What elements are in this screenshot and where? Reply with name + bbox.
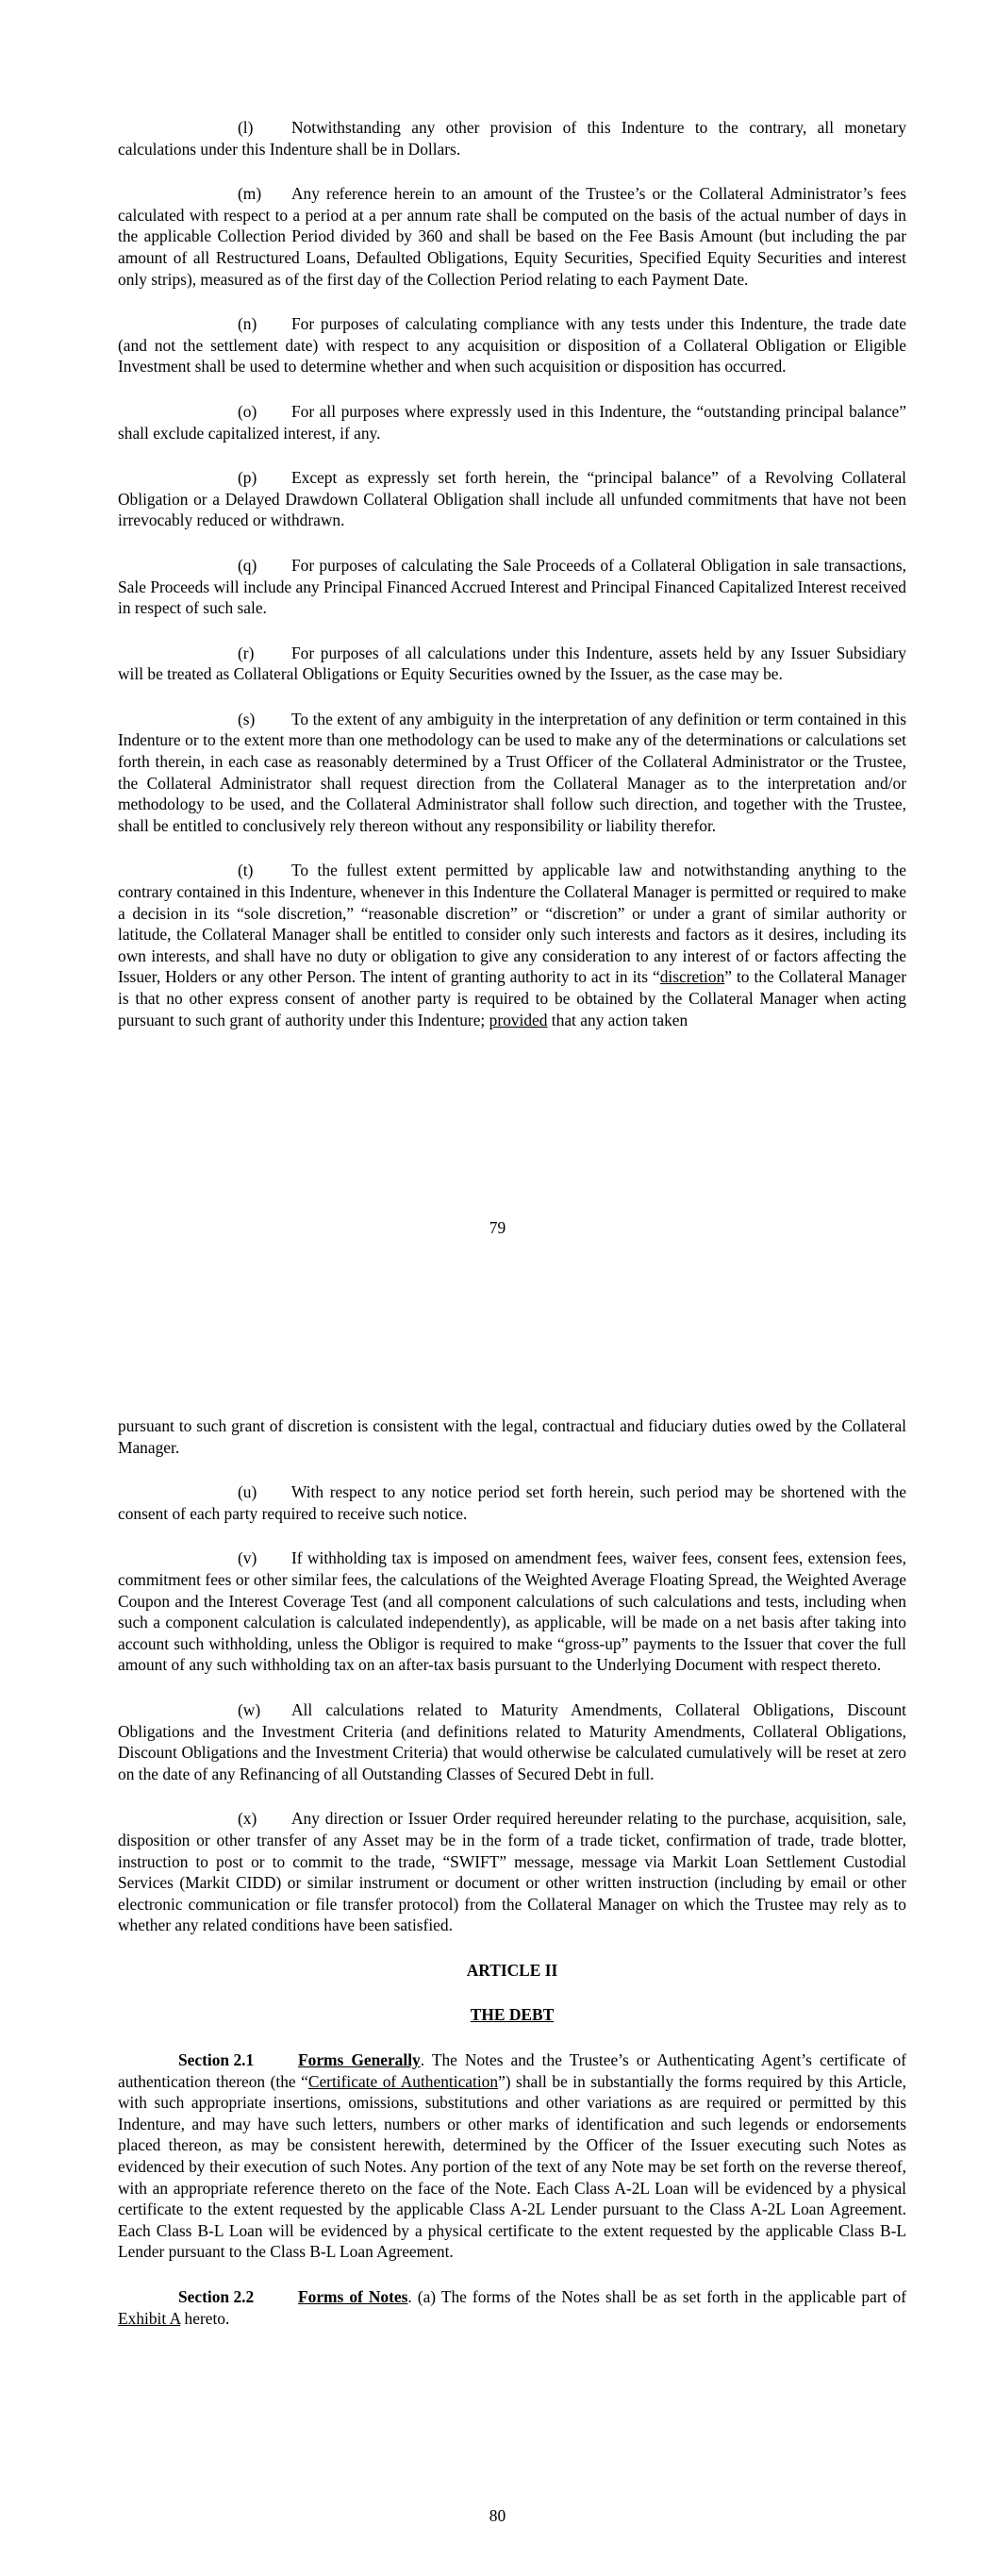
paragraph-n (118, 313, 906, 377)
paragraph-o (118, 401, 906, 443)
page-80 (0, 1288, 995, 2576)
paragraph-t-continuation: pursuant to such grant of discretion is consistent with the legal, contractual and fiduciary duties owed by the Collateral Manager. (118, 1416, 906, 1457)
provided-term: provided (489, 1010, 548, 1029)
paragraph-label: (q) (238, 555, 257, 575)
paragraph-text: Any direction or Issuer Order required hereunder relating to the purchase, acquisition, sale, disposition or other transfer of any Asset may be in the form of a trade ticket, confirmation of trade, trade blotter, instruction to post or to commit to the trade, “SWIFT” message, message via Markit Loan Settlement Custodial Services (Markit CIDD) or similar instrument or document or other written instruction (including by email or other electronic communication or file transfer protocol) from the Collateral Manager on which the Trustee may rely as to whether any related conditions have been satisfied. (118, 1809, 906, 1935)
paragraph-x (118, 1808, 906, 1936)
section-label: Section 2.2 (178, 2287, 255, 2306)
section-title: Forms Generally (298, 2050, 421, 2070)
exhibit-reference: Exhibit A (118, 2308, 181, 2328)
paragraph-u (118, 1481, 906, 1524)
paragraph-label: (l) (238, 118, 254, 137)
paragraph-label: (n) (238, 314, 257, 334)
paragraph-text: Except as expressly set forth herein, the “principal balance” of a Revolving Collateral Obligation or a Delayed Drawdown Collateral Obligation shall include all unfunded commitments that have not been irrevocably reduced or withdrawn. (118, 468, 906, 530)
page-number: 79 (489, 1218, 506, 1237)
section-title: Forms of Notes (298, 2287, 408, 2306)
paragraph-label: (v) (238, 1548, 257, 1568)
page-number: 80 (489, 2506, 506, 2525)
paragraph-t (118, 860, 906, 1030)
paragraph-l (118, 117, 906, 159)
paragraph-label: (s) (238, 709, 256, 728)
section-2-2 (118, 2286, 906, 2329)
paragraph-text: To the extent of any ambiguity in the interpretation of any definition or term contained in this Indenture or to the extent more than one methodology can be used to make any of the determinations or calculations set forth therein, in each case as reasonably determined by a Trust Officer of the Collateral Administrator or the Trustee, the Collateral Administrator shall request direction from the Collateral Manager as to the interpretation and/or methodology to be used, and the Collateral Administrator shall follow such direction, and together with the Trustee, shall be entitled to conclusively rely thereon without any responsibility or liability therefor. (118, 709, 906, 835)
paragraph-text: If withholding tax is imposed on amendment fees, waiver fees, consent fees, extension fees, commitment fees or other similar fees, the calculations of the Weighted Average Floating Spread, the Weighted Average Coupon and the Interest Coverage Test (and all component calculations of such calculations and tests, including when such a component calculation is calculated independently), as applicable, will be made on a net basis after taking into account such withholding, unless the Obligor is required to make “gross-up” payments to the Issuer that cover the full amount of any such withholding tax on an after-tax basis pursuant to the Underlying Document with respect thereto. (118, 1548, 906, 1675)
paragraph-text: that any action taken (547, 1010, 688, 1029)
paragraph-p (118, 467, 906, 531)
paragraph-v (118, 1547, 906, 1676)
paragraph-label: (o) (238, 401, 257, 421)
paragraph-text: For purposes of all calculations under this Indenture, assets held by any Issuer Subsidiary will be treated as Collateral Obligations or Equity Securities owned by the Issuer, as the case may be. (118, 643, 906, 684)
paragraph-text: ” to the Collateral Manager is that no other express consent of another party is required to be obtained by the Collateral Manager when acting pursuant to such grant of authority under this Indenture; (118, 967, 906, 1029)
paragraph-text: For purposes of calculating compliance with any tests under this Indenture, the trade date (and not the settlement date) with respect to any acquisition or disposition of a Collateral Obligation or Eligible Investment shall be used to determine whether and when such acquisition or disposition has occurred. (118, 314, 906, 376)
paragraph-w (118, 1699, 906, 1784)
discretion-term: discretion (659, 967, 725, 987)
article-heading: ARTICLE II (466, 1960, 558, 1980)
defined-term: Certificate of Authentication (307, 2071, 499, 2091)
paragraph-text: With respect to any notice period set forth herein, such period may be shortened with the consent of each party required to receive such notice. (118, 1482, 906, 1523)
paragraph-s (118, 709, 906, 837)
section-text: ”) shall be in substantially the forms required by this Article, with such appropriate insertions, omissions, substitutions and other variations as are required or permitted by this Indenture, and may have such letters, numbers or other marks of identification and such legends or endorsements placed thereon, as may be consistent herewith, determined by the Officer of the Issuer executing such Notes as evidenced by their execution of such Notes. Any portion of the text of any Note may be set forth on the reverse thereof, with an appropriate reference thereto on the face of the Note. Each Class A-2L Loan will be evidenced by a physical certificate to the extent requested by the applicable Class A-2L Lender pursuant to the Class A-2L Loan Agreement. Each Class B-L Loan will be evidenced by a physical certificate to the extent requested by the applicable Class B-L Lender pursuant to the Class B-L Loan Agreement. (118, 2071, 906, 2262)
paragraph-label: (p) (238, 468, 257, 488)
paragraph-text: All calculations related to Maturity Amendments, Collateral Obligations, Discount Obligations and the Investment Criteria (and definitions related to Maturity Amendments, Collateral Obligations, Discount Obligations and the Investment Criteria) that would otherwise be calculated cumulatively will be reset at zero on the date of any Refinancing of all Outstanding Classes of Secured Debt in full. (118, 1699, 906, 1783)
section-text: . (a) The forms of the Notes shall be as set forth in the applicable part of (407, 2287, 906, 2306)
paragraph-text: Notwithstanding any other provision of this Indenture to the contrary, all monetary calculations under this Indenture shall be in Dollars. (118, 118, 906, 159)
paragraph-label: (x) (238, 1809, 257, 1829)
section-text: hereto. (180, 2308, 230, 2328)
paragraph-text: For all purposes where expressly used in this Indenture, the “outstanding principal balance” shall exclude capitalized interest, if any. (118, 401, 906, 443)
paragraph-label: (m) (238, 184, 262, 204)
paragraph-text: Any reference herein to an amount of the Trustee’s or the Collateral Administrator’s fees calculated with respect to a period at a per annum rate shall be computed on the basis of the actual number of days in the applicable Collection Period divided by 360 and shall be based on the Fee Basis Amount (but including the par amount of all Restructured Loans, Defaulted Obligations, Equity Securities, Specified Equity Securities and interest only strips), measured as of the first day of the Collection Period relating to each Payment Date. (118, 184, 906, 289)
section-label: Section 2.1 (178, 2050, 255, 2070)
paragraph-m (118, 183, 906, 290)
page-80-body (118, 1415, 906, 2352)
section-2-1 (118, 2049, 906, 2263)
paragraph-label: (t) (238, 861, 254, 880)
paragraph-q (118, 555, 906, 619)
paragraph-label: (r) (238, 643, 255, 662)
paragraph-label: (w) (238, 1699, 261, 1719)
section-text: . The Notes and the Trustee’s or Authenticating Agent’s certificate of authentication thereon (the “ (118, 2050, 906, 2091)
paragraph-text: For purposes of calculating the Sale Proceeds of a Collateral Obligation in sale transactions, Sale Proceeds will include any Principal Financed Accrued Interest and Principal Financed Capitalized Interest received in respect of such sale. (118, 555, 906, 618)
page-79-body (118, 117, 906, 1054)
paragraph-text: To the fullest extent permitted by applicable law and notwithstanding anything to the contrary contained in this Indenture, whenever in this Indenture the Collateral Manager is permitted or required to make a decision in its “sole discretion,” “reasonable discretion” or “discretion” or under a grant of similar authority or latitude, the Collateral Manager shall be entitled to consider only such interests and factors as it desires, including its own interests, and shall have no duty or obligation to give any consideration to any interest of or factors affecting the Issuer, Holders or any other Person. The intent of granting authority to act in its “ (118, 861, 906, 987)
paragraph-label: (u) (238, 1482, 257, 1502)
article-title: THE DEBT (470, 2005, 555, 2025)
paragraph-r (118, 643, 906, 685)
